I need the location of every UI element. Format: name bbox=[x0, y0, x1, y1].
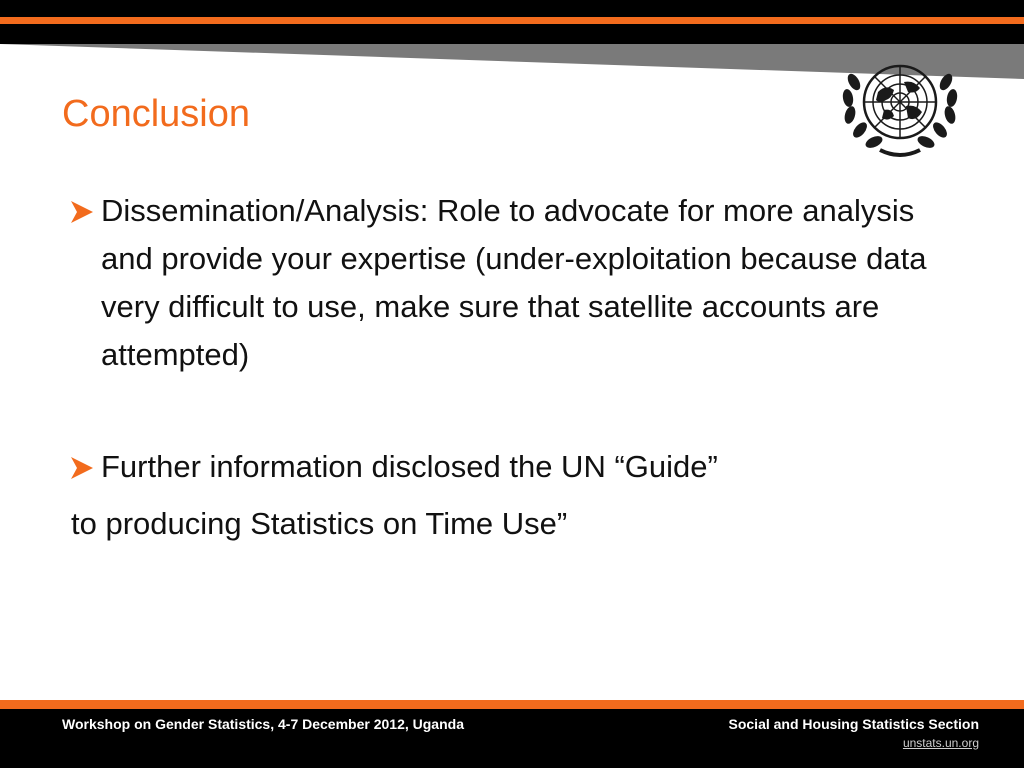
slide-title: Conclusion bbox=[62, 93, 250, 135]
footer-accent-stripe bbox=[0, 700, 1024, 709]
un-emblem-icon bbox=[834, 52, 966, 162]
footer-section-text: Social and Housing Statistics Section bbox=[728, 716, 979, 732]
footer-website-link[interactable]: unstats.un.org bbox=[902, 736, 979, 750]
continuation-text: to producing Statistics on Time Use” bbox=[71, 506, 568, 541]
arrow-bullet-icon bbox=[70, 456, 94, 480]
footer-event-text: Workshop on Gender Statistics, 4-7 December 2012, Uganda bbox=[62, 716, 464, 732]
bullet-item bbox=[70, 443, 950, 491]
arrow-bullet-icon bbox=[70, 200, 94, 224]
bullet-text: Dissemination/Analysis: Role to advocate for more analysis and provide your expertise (under-exploitation because data very difficult to use, make sure that satellite accounts are attempted) bbox=[101, 193, 927, 372]
bullet-text: Further information disclosed the UN “Guide” bbox=[101, 449, 718, 484]
bullet-item bbox=[70, 187, 950, 379]
header-accent-stripe bbox=[0, 17, 1024, 24]
